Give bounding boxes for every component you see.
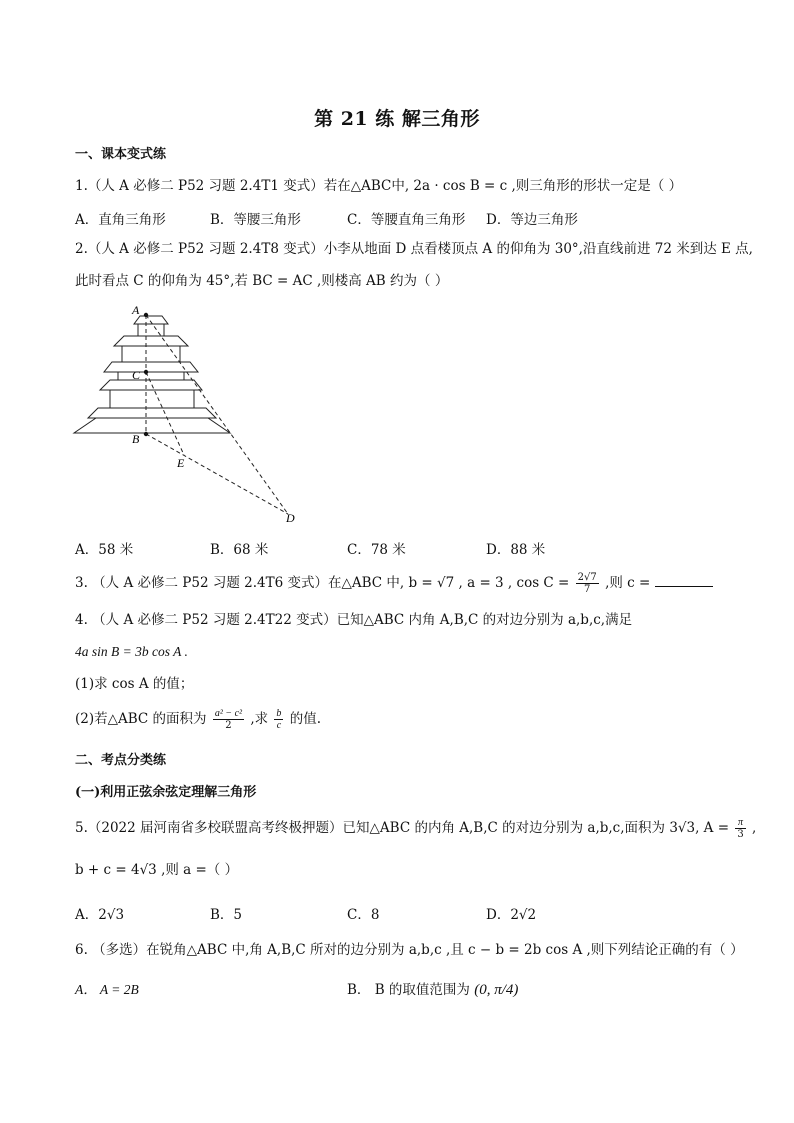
question-5-line-1: 5.（2022 届河南省多校联盟高考终极押题）已知△ABC 的内角 A,B,C 的对边分别为 a,b,c,面积为 3√3, A = $\frac{\pi}{3}$ ,	[75, 817, 757, 840]
q1-option-c: C．等腰直角三角形	[347, 212, 466, 228]
q4-ratio-fraction	[274, 708, 283, 731]
q1-option-d: D．等边三角形	[486, 212, 578, 228]
q6-option-b-prefix: B． B 的取值范围为	[347, 982, 470, 998]
label-D: D	[286, 511, 295, 525]
question-3	[75, 572, 713, 595]
q5-angle-fraction	[735, 817, 745, 840]
pagoda-base	[74, 418, 230, 433]
subsection-heading: (一)利用正弦余弦定理解三角形	[75, 785, 257, 800]
q4-part2-suffix: 的值.	[289, 711, 322, 727]
line-CE	[146, 372, 184, 455]
label-B: B	[132, 432, 140, 446]
q5-line1-prefix: 5.（2022 届河南省多校联盟高考终极押题）已知△ABC 的内角 A,B,C 的对边分别为 a,b,c,面积为 3√3, A =	[75, 820, 730, 836]
q5-angle-num: π	[735, 817, 745, 829]
label-E: E	[177, 456, 185, 470]
q6-option-b	[347, 978, 518, 999]
label-A: A	[132, 303, 140, 317]
question-6-line-1: 6. （多选）在锐角△ABC 中,角 A,B,C 所对的边分别为 a,b,c ,且 c − b = 2b cos A ,则下列结论正确的有（ ）	[75, 942, 744, 958]
section-heading-1: 一、课本变式练	[75, 147, 167, 162]
q1-option-a: A．直角三角形	[75, 212, 166, 228]
label-C: C	[132, 368, 141, 382]
pagoda-roof-5	[88, 408, 216, 418]
question-2-line-2: 此时看点 C 的仰角为 45°,若 BC = AC ,则楼高 AB 约为（ ）	[75, 273, 449, 289]
question-4-line-1: 4. （人 A 必修二 P52 习题 2.4T22 变式）已知△ABC 内角 A,B,C 的对边分别为 a,b,c,满足	[75, 612, 633, 628]
point-A	[144, 313, 148, 317]
pagoda-building	[74, 316, 230, 433]
pagoda-tier-4	[110, 390, 194, 408]
point-B	[144, 432, 148, 436]
q6-option-b-interval: (0, π/4)	[474, 982, 519, 998]
q2-option-b: B．68 米	[210, 542, 269, 558]
q5-option-b: B．5	[210, 907, 243, 923]
q4-area-den: 2	[225, 720, 232, 731]
question-4-line-2: 4a sin B = 3b cos A .	[75, 644, 188, 659]
point-C	[144, 370, 148, 374]
q2-option-a: A．58 米	[75, 542, 134, 558]
q2-option-c: C．78 米	[347, 542, 406, 558]
pagoda-tier-2	[122, 346, 180, 362]
pagoda-roof-3	[104, 362, 198, 372]
q6-option-a: A． A = 2B	[75, 982, 139, 997]
q5-angle-den: 3	[737, 829, 744, 840]
q3-frac-den: 7	[584, 584, 591, 595]
q3-cos-fraction	[576, 572, 599, 595]
line-AD	[146, 315, 288, 514]
q2-option-d: D．88 米	[486, 542, 546, 558]
q3-frac-num: 2√7	[577, 572, 597, 583]
pagoda-tier-3	[118, 372, 184, 380]
q5-option-d: D．2√2	[486, 907, 537, 923]
q3-prefix: 3. （人 A 必修二 P52 习题 2.4T6 变式）在△ABC 中, b = √7 , a = 3 , cos C =	[75, 575, 570, 591]
q4-ratio-den: c	[276, 720, 282, 731]
page-title: 第 21 练 解三角形	[314, 108, 480, 130]
q4-area-num: a² − c²	[214, 708, 243, 719]
q4-area-fraction	[213, 708, 244, 731]
q4-part2-mid: ,求	[250, 711, 269, 727]
pagoda-figure	[70, 300, 310, 525]
question-2-line-1: 2.（人 A 必修二 P52 习题 2.4T8 变式）小李从地面 D 点看楼顶点 A 的仰角为 30°,沿直线前进 72 米到达 E 点,	[75, 241, 753, 257]
dashed-construction-lines	[146, 315, 288, 514]
q3-answer-blank[interactable]	[655, 574, 713, 587]
question-4-part-2	[75, 708, 321, 731]
q5-option-a: A．2√3	[75, 907, 125, 923]
line-BD	[146, 434, 288, 514]
pagoda-roof-4	[100, 380, 202, 390]
q5-option-c: C．8	[347, 907, 380, 923]
q1-option-b: B．等腰三角形	[210, 212, 301, 228]
q4-ratio-num: b	[276, 708, 282, 719]
pagoda-roof-2	[114, 336, 188, 346]
section-heading-2: 二、考点分类练	[75, 753, 167, 768]
question-4-part-1: (1)求 cos A 的值；	[75, 676, 194, 692]
question-1-text: 1.（人 A 必修二 P52 习题 2.4T1 变式）若在△ABC中, 2a · cos B = c ,则三角形的形状一定是（ ）	[75, 178, 683, 194]
q4-part2-prefix: (2)若△ABC 的面积为	[75, 711, 207, 727]
question-5-line-2: b + c = 4√3 ,则 a =（ ）	[75, 862, 239, 878]
q3-suffix: ,则 c =	[605, 575, 651, 591]
